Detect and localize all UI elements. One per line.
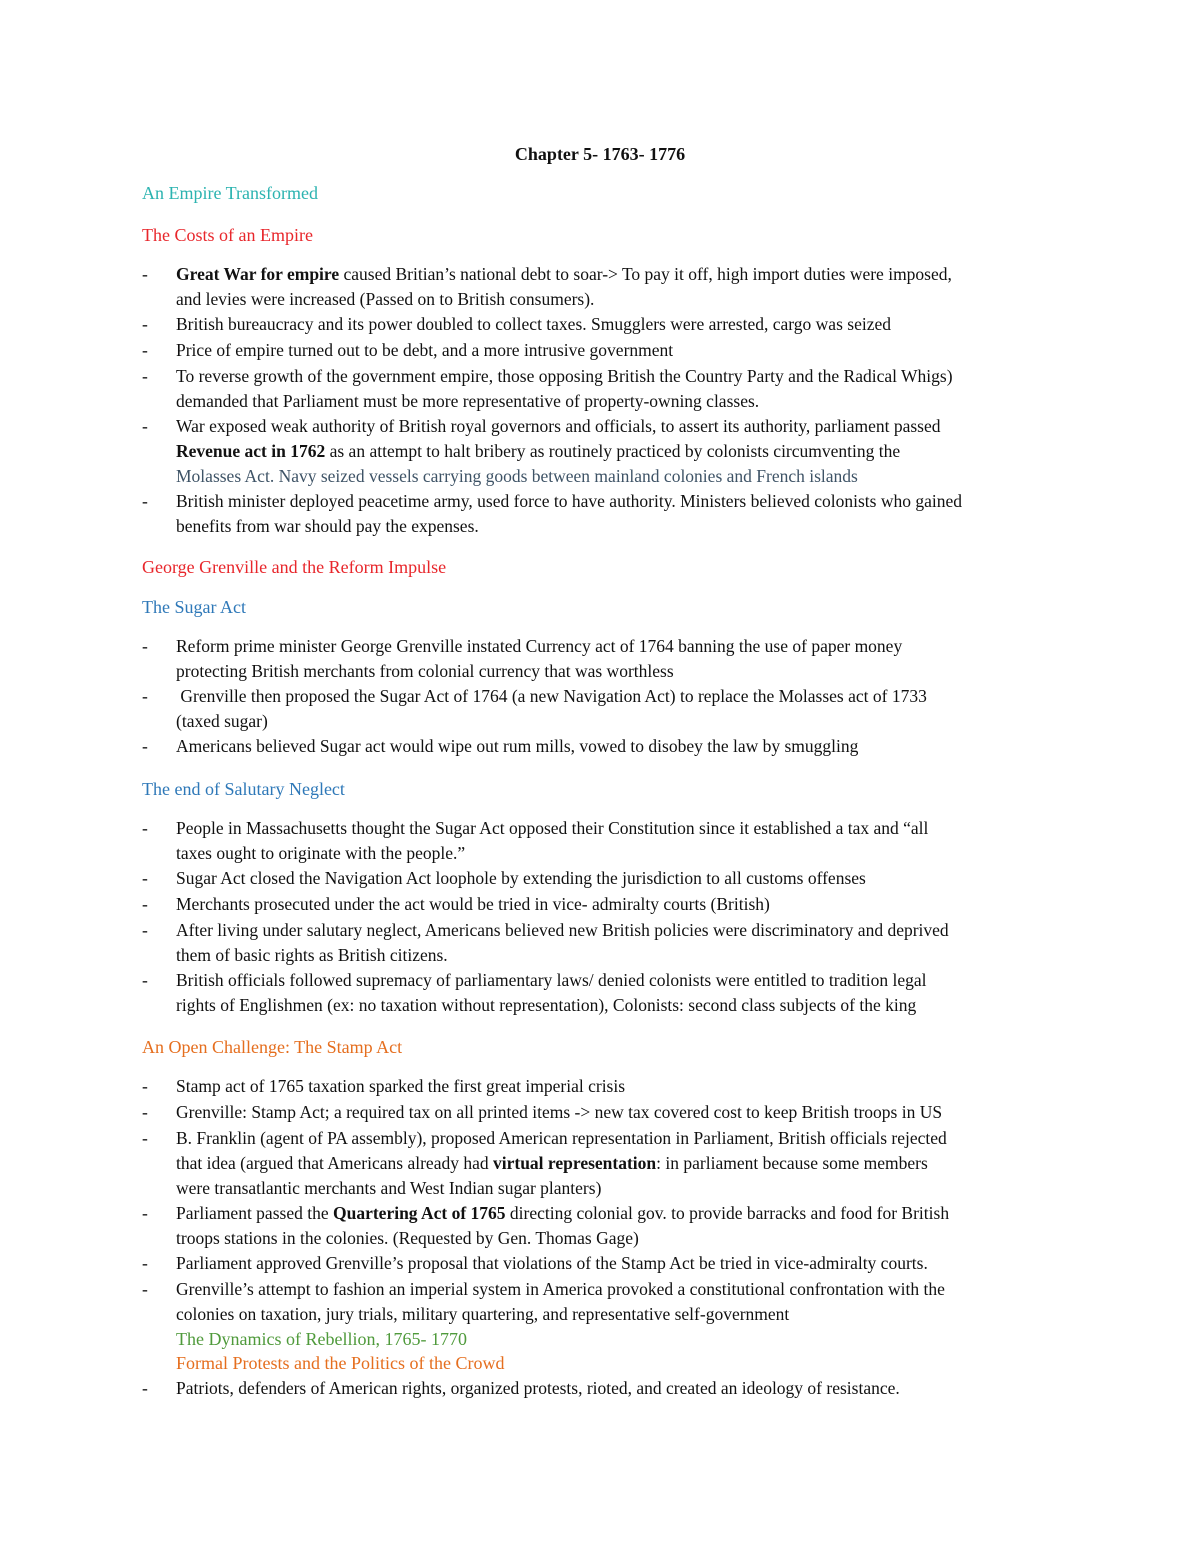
item-text: protecting British merchants from colonial currency that was worthless bbox=[176, 661, 674, 681]
bold-term: Great War for empire bbox=[176, 264, 340, 284]
item-text: Reform prime minister George Grenville instated Currency act of 1764 banning the use of paper money bbox=[176, 636, 903, 656]
item-text: them of basic rights as British citizens. bbox=[176, 945, 448, 965]
list-item bbox=[142, 892, 1072, 917]
bullet-dash: - bbox=[142, 1203, 148, 1223]
bullet-dash: - bbox=[142, 894, 148, 914]
list-item bbox=[142, 262, 1072, 312]
list-item bbox=[142, 684, 1072, 734]
item-text: Grenville then proposed the Sugar Act of 1764 (a new Navigation Act) to replace the Molasses act of 1733 bbox=[176, 686, 927, 706]
bullet-dash: - bbox=[142, 970, 148, 990]
list-item bbox=[142, 816, 1072, 866]
list-item bbox=[142, 968, 1072, 1018]
heading-dynamics-of-rebellion: The Dynamics of Rebellion, 1765- 1770 bbox=[176, 1329, 467, 1349]
bullet-dash: - bbox=[142, 491, 148, 511]
item-text: that idea (argued that Americans already had bbox=[176, 1153, 493, 1173]
heading-formal-protests: Formal Protests and the Politics of the Crowd bbox=[176, 1353, 505, 1373]
item-text: Parliament approved Grenville’s proposal that violations of the Stamp Act be tried in vice-admiralty courts. bbox=[176, 1253, 928, 1273]
item-text: benefits from war should pay the expenses. bbox=[176, 516, 479, 536]
item-text: Americans believed Sugar act would wipe out rum mills, vowed to disobey the law by smuggling bbox=[176, 736, 859, 756]
item-text: caused Britian’s national debt to soar-> To pay it off, high import duties were imposed, bbox=[339, 264, 952, 284]
list-item bbox=[142, 1201, 1072, 1251]
item-text: rights of Englishmen (ex: no taxation without representation), Colonists: second class subjects of the king bbox=[176, 995, 917, 1015]
bullet-dash: - bbox=[142, 818, 148, 838]
heading-stamp-act: An Open Challenge: The Stamp Act bbox=[142, 1037, 403, 1057]
list-item bbox=[142, 312, 1072, 337]
item-text: were transatlantic merchants and West Indian sugar planters) bbox=[176, 1178, 602, 1198]
item-text: Sugar Act closed the Navigation Act loophole by extending the jurisdiction to all customs offenses bbox=[176, 868, 866, 888]
item-text: Price of empire turned out to be debt, and a more intrusive government bbox=[176, 340, 674, 360]
item-text: Merchants prosecuted under the act would be tried in vice- admiralty courts (British) bbox=[176, 894, 770, 914]
bullet-dash: - bbox=[142, 416, 148, 436]
list-item bbox=[142, 918, 1072, 968]
list-item bbox=[142, 414, 1072, 489]
bullet-dash: - bbox=[142, 1279, 148, 1299]
heading-grenville-reform: George Grenville and the Reform Impulse bbox=[142, 557, 447, 577]
bullet-dash: - bbox=[142, 686, 148, 706]
list-item bbox=[142, 866, 1072, 891]
bullet-dash: - bbox=[142, 636, 148, 656]
list-item bbox=[142, 338, 1072, 363]
item-text: troops stations in the colonies. (Requested by Gen. Thomas Gage) bbox=[176, 1228, 639, 1248]
item-text: taxes ought to originate with the people.” bbox=[176, 843, 466, 863]
heading-empire-transformed: An Empire Transformed bbox=[142, 183, 318, 203]
list-item bbox=[142, 634, 1072, 684]
item-text: People in Massachusetts thought the Sugar Act opposed their Constitution since it established a tax and “all bbox=[176, 818, 929, 838]
bold-term: Revenue act in 1762 bbox=[176, 441, 326, 461]
bullet-dash: - bbox=[142, 366, 148, 386]
item-text: Grenville’s attempt to fashion an imperial system in America provoked a constitutional confrontation with the bbox=[176, 1279, 945, 1299]
page-title: Chapter 5- 1763- 1776 bbox=[514, 144, 686, 164]
item-text: Patriots, defenders of American rights, organized protests, rioted, and created an ideology of resistance. bbox=[176, 1378, 900, 1398]
bullet-dash: - bbox=[142, 920, 148, 940]
item-text: : in parliament because some members bbox=[656, 1153, 928, 1173]
item-text: After living under salutary neglect, Americans believed new British policies were discriminatory and deprived bbox=[176, 920, 949, 940]
item-text: To reverse growth of the government empire, those opposing British the Country Party and the Radical Whigs) bbox=[176, 366, 953, 386]
bullet-dash: - bbox=[142, 264, 148, 284]
bullet-dash: - bbox=[142, 314, 148, 334]
heading-end-salutary-neglect: The end of Salutary Neglect bbox=[142, 779, 345, 799]
list-item bbox=[142, 1100, 1072, 1125]
item-text: directing colonial gov. to provide barracks and food for British bbox=[505, 1203, 950, 1223]
bullet-dash: - bbox=[142, 1102, 148, 1122]
item-text: and levies were increased (Passed on to British consumers). bbox=[176, 289, 595, 309]
list-item bbox=[142, 1277, 1072, 1327]
list-item bbox=[142, 364, 1072, 414]
item-text: Stamp act of 1765 taxation sparked the first great imperial crisis bbox=[176, 1076, 626, 1096]
item-text: Grenville: Stamp Act; a required tax on all printed items -> new tax covered cost to keep British troops in US bbox=[176, 1102, 943, 1122]
item-text: War exposed weak authority of British royal governors and officials, to assert its authority, parliament passed bbox=[176, 416, 941, 436]
heading-sugar-act: The Sugar Act bbox=[142, 597, 246, 617]
item-text: B. Franklin (agent of PA assembly), proposed American representation in Parliament, British officials rejected bbox=[176, 1128, 947, 1148]
item-text: demanded that Parliament must be more representative of property-owning classes. bbox=[176, 391, 760, 411]
bullet-dash: - bbox=[142, 1253, 148, 1273]
heading-costs-of-empire: The Costs of an Empire bbox=[142, 225, 313, 245]
bullet-dash: - bbox=[142, 868, 148, 888]
list-item bbox=[142, 1074, 1072, 1099]
bullet-dash: - bbox=[142, 1128, 148, 1148]
bold-term: Quartering Act of 1765 bbox=[332, 1203, 506, 1223]
list-item bbox=[142, 734, 1072, 759]
list-item bbox=[142, 1251, 1072, 1276]
item-text: Parliament passed the bbox=[176, 1203, 333, 1223]
bold-term: virtual representation bbox=[492, 1153, 657, 1173]
item-text: British officials followed supremacy of parliamentary laws/ denied colonists were entitled to tradition legal bbox=[176, 970, 927, 990]
item-text: colonies on taxation, jury trials, military quartering, and representative self-government bbox=[176, 1304, 790, 1324]
item-text: British minister deployed peacetime army, used force to have authority. Ministers believed colonists who gained bbox=[176, 491, 962, 511]
item-text: British bureaucracy and its power doubled to collect taxes. Smugglers were arrested, cargo was seized bbox=[176, 314, 891, 334]
item-text: as an attempt to halt bribery as routinely practiced by colonists circumventing the bbox=[325, 441, 901, 461]
list-item bbox=[142, 489, 1072, 539]
item-text: (taxed sugar) bbox=[176, 711, 268, 731]
bullet-dash: - bbox=[142, 1378, 148, 1398]
list-item bbox=[142, 1376, 1072, 1401]
item-text: Molasses Act. Navy seized vessels carrying goods between mainland colonies and French islands bbox=[176, 466, 858, 486]
bullet-dash: - bbox=[142, 736, 148, 756]
list-item bbox=[142, 1126, 1072, 1201]
bullet-dash: - bbox=[142, 1076, 148, 1096]
bullet-dash: - bbox=[142, 340, 148, 360]
